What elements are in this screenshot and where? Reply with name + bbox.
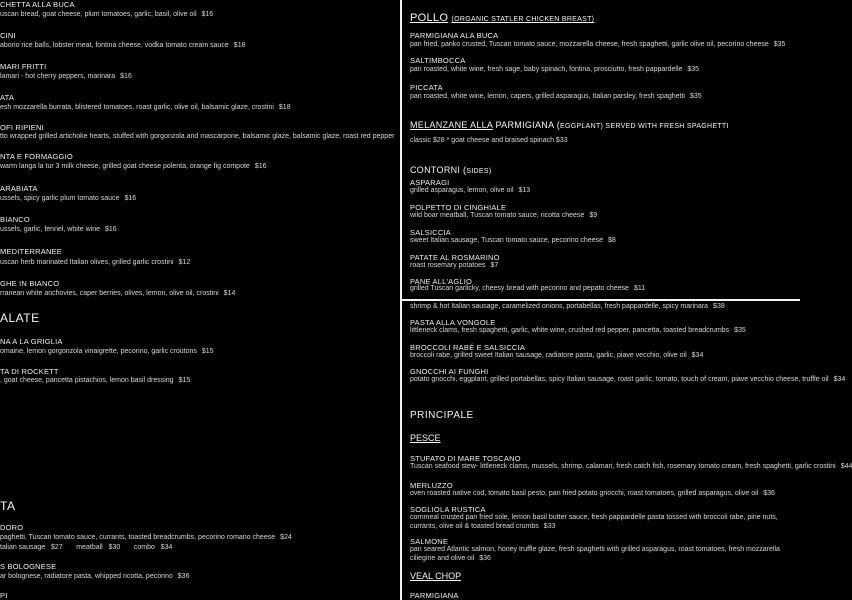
menu-item-desc: oven roasted native cod, tomato basil pesto, pan fried potato gnocchi, roast tomatoes, grilled asparagus, olive oil $36 [410,490,775,497]
menu-item-name: ARABIATA [0,184,38,193]
bottom-right-menu-page [402,301,852,600]
menu-item-name: PATATE AL ROSMARINO [410,253,500,262]
menu-item-desc: rranean white anchovies, caper berries, olives, lemon, olive oil, crostini $14 [0,290,236,297]
menu-item-desc: pan roasted, white wine, lemon, capers, grilled asparagus, Italian parsley, fresh spaghetti $35 [410,93,702,100]
section-title-pollo: POLLO (ORGANIC STATLER CHICKEN BREAST) [410,12,595,24]
menu-item-name: PANE ALL'AGLIO [410,277,473,286]
menu-item-desc: pan seared Atlantic salmon, honey truffle glaze, fresh spaghetti with grilled asparagus, roast tomatoes, fresh mozzarella ciliegine and olive oil $36 [410,546,780,562]
menu-item-desc: pan fried, panko crusted, Tuscan tomato sauce, mozzarella cheese, fresh spaghetti, garlic olive oil, pecorino cheese $35 [410,41,786,48]
menu-item-name: STUFATO DI MARE TOSCANO [410,454,521,463]
menu-item-name: GHE IN BIANCO [0,279,60,288]
section-title-insalate: ALATE [0,311,40,325]
menu-item-desc: potato gnocchi, eggplant, grilled portabellas, spicy Italian sausage, roast garlic, tomato, touch of cream, piave vecchio cheese, truffle oil $34 [410,376,846,383]
top-right-menu-page [402,0,800,299]
menu-item-desc: warm langa la tur 3 milk cheese, grilled goat cheese polenta, orange fig compote $16 [0,163,267,170]
section-title-principale: PRINCIPALE [410,410,474,421]
menu-item-name: MERLUZZO [410,481,453,490]
menu-item-desc: , goat cheese, pancetta pistachios, lemon basil dressing $15 [0,377,191,384]
menu-item-desc: Tuscan seafood stew- littleneck clams, mussels, shrimp, calamari, fresh catch fish, rosemary tomato cream, fresh spaghetti, garlic crostini $44 [410,463,852,470]
menu-item-name: SALSICCIA [410,228,451,237]
menu-item-name: DORO [0,523,24,532]
menu-item-name: CINI [0,31,16,40]
menu-item-name: ATA [0,93,15,102]
menu-item-name: PICCATA [410,83,443,92]
menu-item-desc: littleneck clams, fresh spaghetti, garlic, white wine, crushed red pepper, pancetta, toasted breadcrumbs $35 [410,327,746,334]
menu-item-name: SALTIMBOCCA [410,56,466,65]
menu-item-name: CHETTA ALLA BUCA [0,0,75,9]
menu-item-name: SALMONE [410,537,449,546]
menu-item-name: NTA E FORMAGGIO [0,152,73,161]
section-title-pasta: TA [0,499,16,513]
section-title-veal-chop: VEAL CHOP [410,571,462,581]
menu-item-desc: uscan herb marinated Italian olives, grilled garlic crostini $12 [0,259,191,266]
section-title-pesce: PESCE [410,433,441,443]
menu-item-desc: broccoli rabe, grilled sweet Italian sausage, radiatore pasta, garlic, piave vecchio, olive oil $34 [410,352,704,359]
menu-item-name: OFI RIPIENI [0,123,44,132]
menu-item-variants: talian sausage $27 meatball $30 combo $34 [0,544,173,551]
menu-item-desc: esh mozzarella burrata, blistered tomatoes, roast garlic, olive oil, balsamic glaze, crostini $18 [0,104,291,111]
menu-item-name: MEDITERRANEE [0,247,62,256]
menu-item-desc: uscan bread, goat cheese, plum tomatoes, garlic, basil, olive oil $16 [0,11,214,18]
section-title-contorni: CONTORNI (SIDES) [410,165,492,175]
menu-item-name: PASTA ALLA VONGOLE [410,318,496,327]
menu-item-desc: lamari - hot cherry peppers, marinara $16 [0,73,132,80]
menu-item-desc: grilled asparagus, lemon, olive oil $13 [410,187,531,194]
menu-item-name: POLPETTO DI CINGHIALE [410,203,507,212]
menu-item-desc: classic $28 * goat cheese and braised spinach $33 [410,137,568,144]
menu-item-desc: aborio rice balls, lobster meat, fontina cheese, vodka tomato cream sauce $18 [0,42,246,49]
menu-item-name: PI [0,591,8,600]
menu-item-name: BROCCOLI RABÉ E SALSICCIA [410,343,526,352]
menu-item-name: ASPARAGI [410,178,450,187]
menu-item-name: PARMIGIANA ALA BUCA [410,31,499,40]
menu-item-desc: grilled Tuscan garlicky, cheesy bread with pecorino and pepato cheese $11 [410,285,646,292]
menu-item-name: MARI FRITTI [0,62,47,71]
menu-item-desc: shrimp & hot Italian sausage, caramelized onions, portabellas, fresh pappardelle, spicy marinara $38 [410,303,725,310]
section-title-melanzane: MELANZANE ALLA PARMIGIANA (EGGPLANT) SERVED WITH FRESH SPAGHETTI [410,120,729,130]
menu-item-name: PARMIGIANA [410,591,459,600]
menu-item-name: NA A LA GRIGLIA [0,337,63,346]
menu-item-desc: pan roasted, white wine, fresh sage, baby spinach, fontina, prosciutto, fresh pappardelle $35 [410,66,700,73]
menu-item-desc: omaine, lemon gorgonzola vinaigrette, pecorino, garlic croutons $15 [0,348,214,355]
menu-item-desc: ussels, spicy garlic plum tomato sauce $16 [0,195,137,202]
menu-item-name: BIANCO [0,215,30,224]
menu-item-desc: ar bolognese, radiatore pasta, whipped ricotta, pecorino $36 [0,573,190,580]
menu-item-desc: tto wrapped grilled artichoke hearts, stuffed with gorgonzola and mascarpone, balsamic glaze, balsamic glaze, roast red pepper [0,133,395,140]
left-menu-page [0,0,400,600]
menu-item-desc: cornmeal crusted pan fried sole, lemon basil butter sauce, fresh pappardelle pasta tossed with broccoli rabe, pine nuts, currants, olive oil & toasted bread crumbs $33 [410,514,778,530]
menu-item-name: TA DI ROCKETT [0,367,59,376]
menu-item-name: SOGLIOLA RUSTICA [410,505,486,514]
menu-item-name: S BOLOGNESE [0,562,57,571]
menu-item-desc: roast rosemary potatoes $7 [410,262,499,269]
menu-item-desc: ussels, garlic, fennel, white wine $16 [0,226,117,233]
menu-item-name: GNOCCHI AI FUNGHI [410,367,489,376]
menu-item-desc: sweet Italian sausage, Tuscan tomato sauce, pecorino cheese $8 [410,237,616,244]
menu-item-desc: paghetti, Tuscan tomato sauce, currants, toasted breadcrumbs, pecorino romano cheese $24 [0,534,292,541]
menu-item-desc: wild boar meatball, Tuscan tomato sauce, ricotta cheese $9 [410,212,598,219]
